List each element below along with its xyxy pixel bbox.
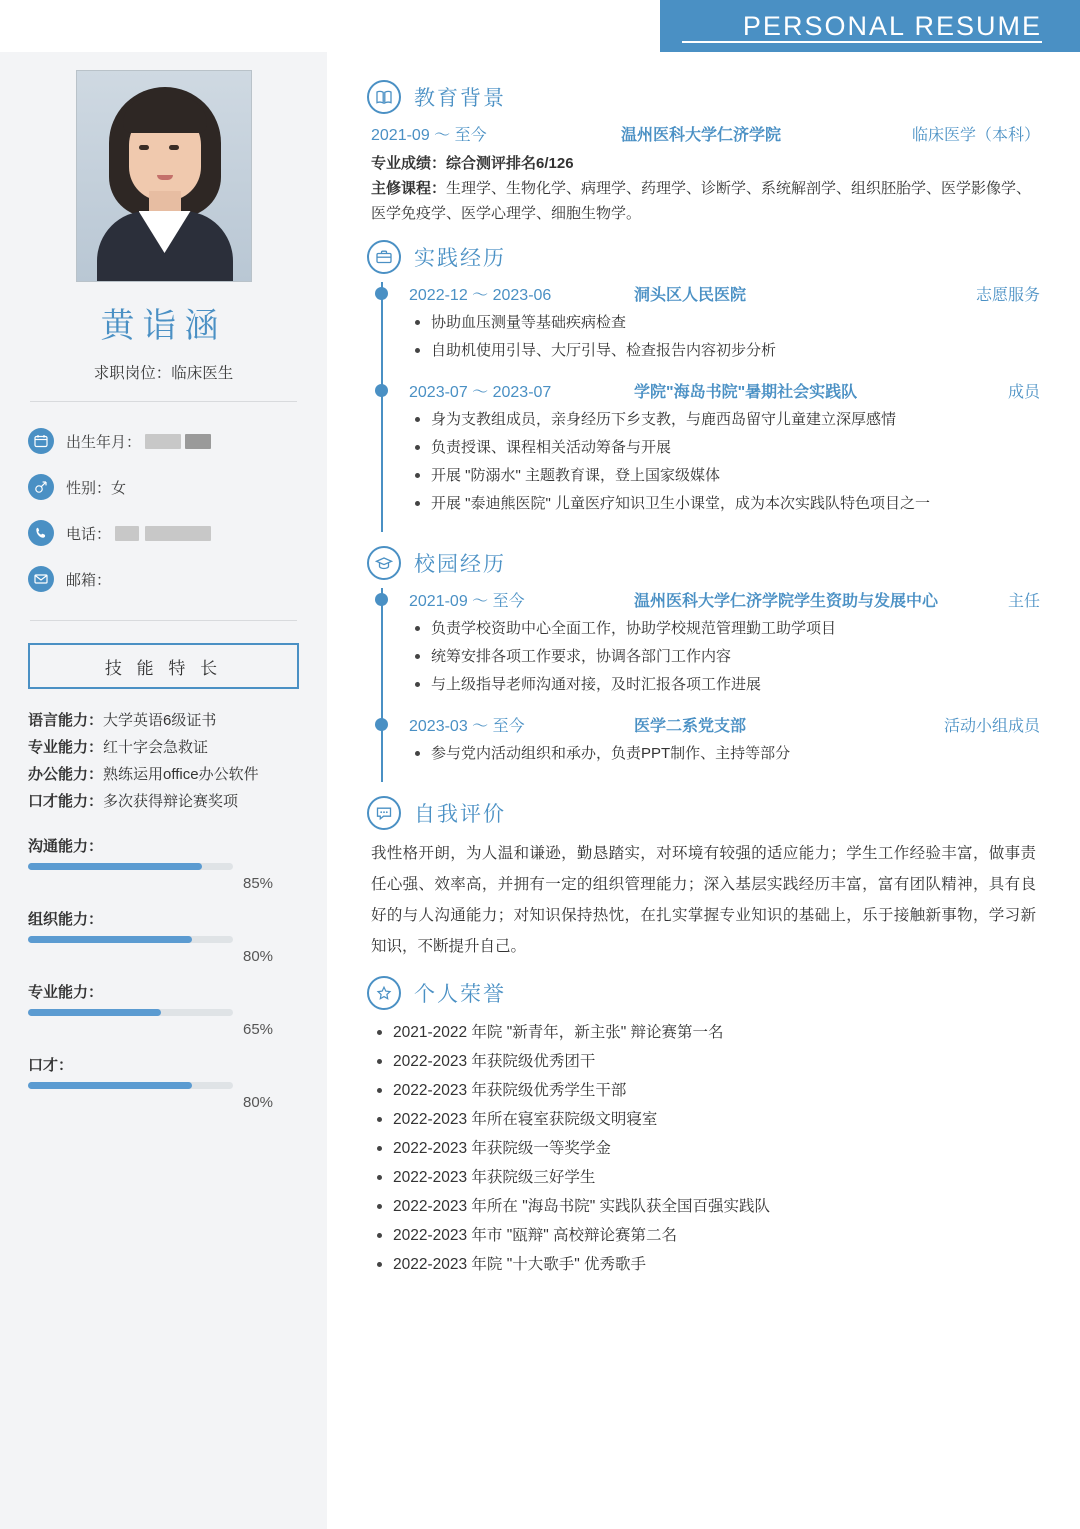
timeline-org: 医学二系党支部	[634, 718, 747, 735]
list-item: 2022-2023 年获院级三好学生	[371, 1163, 1040, 1192]
info-label-phone: 电话：	[66, 525, 112, 543]
skill-bar-block	[28, 1054, 299, 1111]
redacted-birth-2	[185, 434, 211, 449]
timeline-role: 志愿服务	[975, 287, 1040, 304]
sidebar	[0, 52, 327, 1529]
skill-bars	[28, 835, 299, 1111]
skills-title: 技 能 特 长	[28, 643, 299, 689]
skill-bar-label: 组织能力：	[28, 911, 104, 928]
redacted-birth-1	[145, 434, 181, 449]
section-title-practice: 实践经历	[414, 247, 506, 270]
info-item-birth	[28, 418, 299, 464]
info-label-birth: 出生年月：	[66, 433, 142, 451]
skill-bar-percent: 65%	[243, 1021, 274, 1038]
timeline-dot	[375, 287, 388, 300]
info-item-phone	[28, 510, 299, 556]
info-item-email	[28, 556, 299, 602]
mail-icon	[28, 566, 54, 592]
sidebar-divider-2	[30, 620, 297, 621]
timeline-role: 主任	[1007, 593, 1040, 610]
self-eval-text: 我性格开朗，为人温和谦逊，勤恳踏实，对环境有较强的适应能力；学生工作经验丰富，做事责任心强、效率高，并拥有一定的组织管理能力；深入基层实践经历丰富，富有团队精神，具有良好的与人沟通能力；对知识保持热忱，在扎实掌握专业知识的基础上，乐于接触新事物，学习新知识，不断提升自己。	[371, 845, 1036, 955]
education-major: 临床医学（本科）	[911, 127, 1040, 144]
avatar	[76, 70, 252, 282]
list-item: 自助机使用引导、大厅引导、检查报告内容初步分析	[409, 337, 1040, 365]
timeline-date: 2021-09 ～ 至今	[409, 593, 525, 610]
timeline-item	[409, 713, 1040, 782]
timeline-head	[409, 713, 1040, 736]
timeline-bullets	[409, 740, 1040, 768]
skill-label: 专业能力：	[28, 739, 104, 756]
job-target	[28, 361, 299, 383]
skill-bar-track	[28, 936, 233, 943]
list-item: 参与党内活动组织和承办，负责PPT制作、主持等部分	[409, 740, 1040, 768]
timeline-date: 2023-03 ～ 至今	[409, 718, 525, 735]
section-title-self-eval: 自我评价	[414, 803, 506, 826]
info-value-gender: 女	[111, 479, 127, 497]
list-item: 2021-2022 年院 "新青年，新主张" 辩论赛第一名	[371, 1018, 1040, 1047]
header-underline	[682, 41, 1042, 43]
comment-icon	[367, 796, 401, 830]
timeline-head	[409, 379, 1040, 402]
list-item: 负责授课、课程相关活动筹备与开展	[409, 434, 1040, 462]
timeline-role: 成员	[1007, 384, 1040, 401]
timeline-date: 2023-07 ～ 2023-07	[409, 384, 552, 401]
skill-bar-track	[28, 1009, 233, 1016]
page-title: PERSONAL RESUME	[742, 11, 1042, 41]
skill-bar-percent: 80%	[243, 948, 274, 965]
education-row	[371, 122, 1040, 145]
timeline-org: 洞头区人民医院	[634, 287, 747, 304]
education-courses	[371, 176, 1040, 226]
list-item: 2022-2023 年获院级优秀学生干部	[371, 1076, 1040, 1105]
section-header-education	[367, 80, 1040, 114]
book-icon	[367, 80, 401, 114]
skill-bar-block	[28, 981, 299, 1038]
timeline-item	[409, 379, 1040, 532]
skill-bar-label: 口才：	[28, 1057, 74, 1074]
education-grade-value: 综合测评排名6/126	[446, 155, 574, 172]
education-date: 2021-09 ～ 至今	[371, 127, 487, 144]
timeline-date: 2022-12 ～ 2023-06	[409, 287, 552, 304]
timeline-dot	[375, 718, 388, 731]
header-bar	[0, 0, 1080, 52]
education-school: 温州医科大学仁济学院	[621, 127, 782, 144]
skill-bar-label: 专业能力：	[28, 984, 104, 1001]
skill-label: 语言能力：	[28, 712, 104, 729]
education-courses-label: 主修课程：	[371, 180, 447, 197]
section-title-honors: 个人荣誉	[414, 983, 506, 1006]
graduation-cap-icon	[367, 546, 401, 580]
calendar-icon	[28, 428, 54, 454]
section-title-campus: 校园经历	[414, 553, 506, 576]
skill-bar-percent: 80%	[243, 1094, 274, 1111]
avatar-wrap	[28, 70, 299, 282]
education-grade	[371, 151, 1040, 176]
list-item: 2022-2023 年院 "十大歌手" 优秀歌手	[371, 1250, 1040, 1279]
practice-timeline	[381, 282, 1040, 532]
honors-list	[371, 1018, 1040, 1279]
gender-icon	[28, 474, 54, 500]
list-item: 2022-2023 年所在 "海岛书院" 实践队获全国百强实践队	[371, 1192, 1040, 1221]
candidate-name: 黄诣涵	[100, 306, 227, 346]
info-label-email: 邮箱：	[66, 571, 112, 589]
skill-label: 办公能力：	[28, 766, 104, 783]
skill-label: 口才能力：	[28, 793, 104, 810]
list-item: 身为支教组成员，亲身经历下乡支教，与鹿西岛留守儿童建立深厚感情	[409, 406, 1040, 434]
timeline-dot	[375, 593, 388, 606]
skill-bar-track	[28, 1082, 233, 1089]
timeline-bullets	[409, 406, 1040, 518]
main-content	[327, 52, 1080, 1279]
section-header-campus	[367, 546, 1040, 580]
timeline-role: 活动小组成员	[943, 718, 1040, 735]
skill-value: 大学英语6级证书	[103, 712, 217, 729]
skill-line	[28, 761, 299, 788]
briefcase-icon	[367, 240, 401, 274]
timeline-bullets	[409, 615, 1040, 699]
timeline-head	[409, 588, 1040, 611]
timeline-item	[409, 588, 1040, 713]
timeline-item	[409, 282, 1040, 379]
skill-value: 熟练运用office办公软件	[103, 766, 259, 783]
list-item: 2022-2023 年市 "瓯辩" 高校辩论赛第二名	[371, 1221, 1040, 1250]
skill-bar-label: 沟通能力：	[28, 838, 104, 855]
skill-bar-block	[28, 835, 299, 892]
section-header-self-eval	[367, 796, 1040, 830]
redacted-phone-1	[115, 526, 139, 541]
sidebar-divider-1	[30, 401, 297, 402]
skill-value: 多次获得辩论赛奖项	[103, 793, 239, 810]
star-icon	[367, 976, 401, 1010]
timeline-head	[409, 282, 1040, 305]
job-target-label: 求职岗位：	[93, 365, 172, 382]
list-item: 开展 "泰迪熊医院" 儿童医疗知识卫生小课堂，成为本次实践队特色项目之一	[409, 490, 1040, 518]
skill-line	[28, 734, 299, 761]
skill-lines	[28, 707, 299, 815]
contact-info-list	[28, 418, 299, 602]
education-grade-label: 专业成绩：	[371, 155, 447, 172]
info-label-gender: 性别：	[66, 479, 112, 497]
list-item: 协助血压测量等基础疾病检查	[409, 309, 1040, 337]
skill-line	[28, 788, 299, 815]
skill-bar-block	[28, 908, 299, 965]
section-header-practice	[367, 240, 1040, 274]
skill-line	[28, 707, 299, 734]
list-item: 统筹安排各项工作要求，协调各部门工作内容	[409, 643, 1040, 671]
list-item: 负责学校资助中心全面工作，协助学校规范管理勤工助学项目	[409, 615, 1040, 643]
skill-value: 红十字会急救证	[103, 739, 209, 756]
list-item: 2022-2023 年所在寝室获院级文明寝室	[371, 1105, 1040, 1134]
skill-bar-percent: 85%	[243, 875, 274, 892]
skill-bar-track	[28, 863, 233, 870]
timeline-org: 温州医科大学仁济学院学生资助与发展中心	[634, 593, 939, 610]
timeline-org: 学院"海岛书院"暑期社会实践队	[634, 384, 858, 401]
phone-icon	[28, 520, 54, 546]
section-header-honors	[367, 976, 1040, 1010]
list-item: 开展 "防溺水" 主题教育课，登上国家级媒体	[409, 462, 1040, 490]
timeline-dot	[375, 384, 388, 397]
list-item: 2022-2023 年获院级优秀团干	[371, 1047, 1040, 1076]
list-item: 与上级指导老师沟通对接，及时汇报各项工作进展	[409, 671, 1040, 699]
list-item: 2022-2023 年获院级一等奖学金	[371, 1134, 1040, 1163]
info-item-gender	[28, 464, 299, 510]
section-title-education: 教育背景	[414, 87, 506, 110]
campus-timeline	[381, 588, 1040, 782]
redacted-phone-2	[145, 526, 211, 541]
job-target-value: 临床医生	[171, 365, 234, 382]
education-courses-value: 生理学、生物化学、病理学、药理学、诊断学、系统解剖学、组织胚胎学、医学影像学、医学免疫学、医学心理学、细胞生物学。	[371, 180, 1032, 222]
timeline-bullets	[409, 309, 1040, 365]
